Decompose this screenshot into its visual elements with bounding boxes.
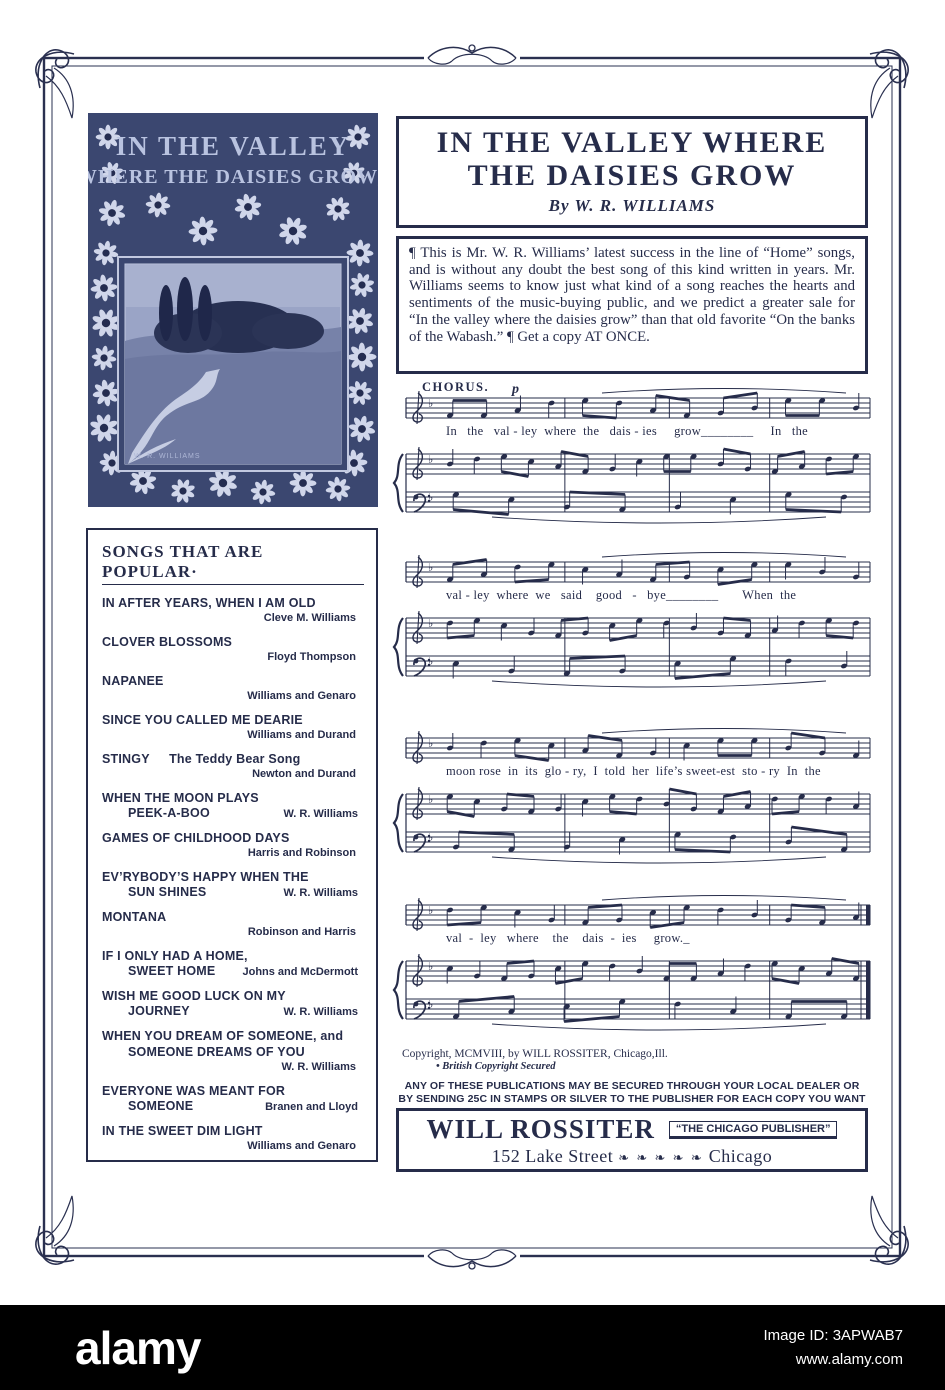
music-system <box>392 388 878 538</box>
song-title: IF I ONLY HAD A HOME, <box>102 949 248 963</box>
lyric-line: moon rose in its glo - ry, I told her life’s sweet-est sto - ry In the <box>446 764 821 778</box>
lyric-line: In the val - ley where the dais - ies grow________ In the <box>446 424 809 438</box>
song-composer: Branen and Lloyd <box>265 1101 358 1113</box>
cover-art <box>88 113 378 507</box>
corner-flourish <box>870 50 908 118</box>
ad-title-box <box>396 116 868 228</box>
corner-flourish <box>36 1196 74 1264</box>
song-item <box>102 830 364 861</box>
svg-text:♭: ♭ <box>428 617 434 630</box>
song-title: SOMEONE DREAMS OF YOU <box>128 1045 305 1059</box>
song-title: EV’RYBODY’S HAPPY WHEN THE <box>102 870 309 884</box>
publisher-name: WILL ROSSITER <box>426 1114 655 1144</box>
chorus-label: CHORUS. <box>422 380 490 394</box>
image-id-text: Image ID: 3APWAB7 <box>763 1327 903 1345</box>
dealer-note <box>396 1080 868 1106</box>
dealer-line1: ANY OF THESE PUBLICATIONS MAY BE SECURED THROUGH YOUR LOCAL DEALER OR <box>404 1080 860 1092</box>
song-composer: Robinson and Harris <box>247 926 356 938</box>
song-title: NAPANEE <box>102 674 164 688</box>
song-composer: Floyd Thompson <box>267 651 356 663</box>
song-title: WISH ME GOOD LUCK ON MY <box>102 989 286 1003</box>
song-item <box>102 1083 364 1115</box>
songs-box <box>86 528 378 1162</box>
song-title: STINGY The Teddy Bear Song <box>102 752 301 766</box>
song-composer: W. R. Williams <box>281 1061 356 1073</box>
music-system <box>392 895 878 1045</box>
song-composer: W. R. Williams <box>283 887 358 899</box>
songs-header: SONGS THAT ARE POPULAR· <box>102 542 364 585</box>
song-item <box>102 751 364 782</box>
ad-title-line2: THE DAISIES GROW <box>467 159 797 192</box>
lyric-line: val - ley where the dais - ies grow._ <box>446 931 690 945</box>
music-notation <box>392 380 878 1048</box>
song-item <box>102 1028 364 1075</box>
song-composer: Cleve M. Williams <box>263 612 356 624</box>
cover-credit: W. R. WILLIAMS <box>134 453 201 460</box>
cover-art-image <box>88 113 378 507</box>
dynamic-marking: p <box>512 382 519 397</box>
svg-text:♭: ♭ <box>428 960 434 973</box>
publisher-tagline: “THE CHICAGO PUBLISHER” <box>669 1121 838 1139</box>
song-title: GAMES OF CHILDHOOD DAYS <box>102 831 290 845</box>
lyric-line: val - ley where we said good - bye________ When the <box>446 588 797 602</box>
alamy-url-text: www.alamy.com <box>795 1350 903 1368</box>
song-item <box>102 673 364 704</box>
svg-text:♭: ♭ <box>428 397 434 410</box>
publisher-city: Chicago <box>708 1146 773 1166</box>
song-title: CLOVER BLOSSOMS <box>102 635 233 649</box>
song-title: WHEN YOU DREAM OF SOMEONE, and <box>102 1029 344 1043</box>
song-title: SUN SHINES <box>128 885 207 899</box>
song-item <box>102 634 364 665</box>
songs-list <box>102 595 364 1154</box>
song-title: PEEK-A-BOO <box>128 806 210 820</box>
corner-flourish <box>870 1196 908 1264</box>
staff-notation <box>392 552 878 702</box>
song-item <box>102 909 364 940</box>
svg-text:♭: ♭ <box>428 453 434 466</box>
cover-title-line1: IN THE VALLEY <box>115 131 351 161</box>
publisher-box <box>396 1108 868 1172</box>
svg-text:♭: ♭ <box>428 904 434 917</box>
top-center-ornament <box>424 45 520 65</box>
song-title: EVERYONE WAS MEANT FOR <box>102 1084 286 1098</box>
bottom-center-ornament <box>424 1249 520 1269</box>
song-item <box>102 948 364 980</box>
publisher-street: 152 Lake Street <box>491 1146 614 1166</box>
song-item <box>102 1123 364 1154</box>
music-system <box>392 728 878 878</box>
song-item <box>102 988 364 1020</box>
staff-notation <box>392 895 878 1045</box>
svg-text:♭: ♭ <box>428 737 434 750</box>
copyright-block <box>402 1048 668 1072</box>
song-composer: W. R. Williams <box>283 1006 358 1018</box>
svg-text:♭: ♭ <box>428 998 434 1011</box>
song-item <box>102 595 364 626</box>
song-item <box>102 712 364 743</box>
song-title: SWEET HOME <box>128 964 216 978</box>
ad-byline: By W. R. WILLIAMS <box>548 196 716 215</box>
song-composer: W. R. Williams <box>283 808 358 820</box>
svg-text:♭: ♭ <box>428 655 434 668</box>
song-composer: Williams and Genaro <box>247 1140 356 1152</box>
song-title: SOMEONE <box>128 1099 194 1113</box>
svg-text:♭: ♭ <box>428 491 434 504</box>
song-composer: Harris and Robinson <box>247 847 356 859</box>
corner-flourish <box>36 50 74 118</box>
song-title: MONTANA <box>102 910 167 924</box>
song-composer: Williams and Genaro <box>247 690 356 702</box>
svg-text:♭: ♭ <box>428 793 434 806</box>
song-title: WHEN THE MOON PLAYS <box>102 791 259 805</box>
fleuron-ornament: ❧ ❧ ❧ ❧ ❧ <box>618 1150 704 1165</box>
watermark-bar <box>0 1305 945 1390</box>
copyright-line: Copyright, MCMVIII, by WILL ROSSITER, Chicago,Ill. <box>402 1048 668 1060</box>
dealer-line2: BY SENDING 25C IN STAMPS OR SILVER TO THE PUBLISHER FOR EACH COPY YOU WANT <box>398 1093 866 1106</box>
song-composer: Williams and Durand <box>247 729 356 741</box>
music-system <box>392 552 878 702</box>
song-title: IN THE SWEET DIM LIGHT <box>102 1124 263 1138</box>
song-title: SINCE YOU CALLED ME DEARIE <box>102 713 303 727</box>
song-composer: Newton and Durand <box>252 768 356 780</box>
song-title: JOURNEY <box>128 1004 190 1018</box>
song-composer: Johns and McDermott <box>242 966 358 978</box>
staff-notation <box>392 728 878 878</box>
british-copyright-line: • British Copyright Secured <box>436 1061 556 1072</box>
ad-blurb: ¶ This is Mr. W. R. Williams’ latest success in the line of “Home” songs, and is without any doubt the best song of this kind written in years. Mr. Williams seems to know just what kind of a song reaches the hearts and sentiments of the music-buying public, and we predict a greater sale for “In the valley where the daisies grow” than that old favorite “On the banks of the Wabash.” ¶ Get a copy AT ONCE. <box>396 236 868 374</box>
song-title: IN AFTER YEARS, WHEN I AM OLD <box>102 596 316 610</box>
song-item <box>102 869 364 901</box>
staff-notation <box>392 388 878 538</box>
cover-title-line2: WHERE THE DAISIES GROW_ <box>88 166 378 188</box>
cover-landscape <box>118 257 348 471</box>
svg-text:♭: ♭ <box>428 561 434 574</box>
ad-title-line1: IN THE VALLEY WHERE <box>436 126 828 159</box>
alamy-logo: alamy <box>75 1321 201 1374</box>
song-item <box>102 790 364 822</box>
svg-text:♭: ♭ <box>428 831 434 844</box>
watermark-info <box>764 1324 904 1371</box>
